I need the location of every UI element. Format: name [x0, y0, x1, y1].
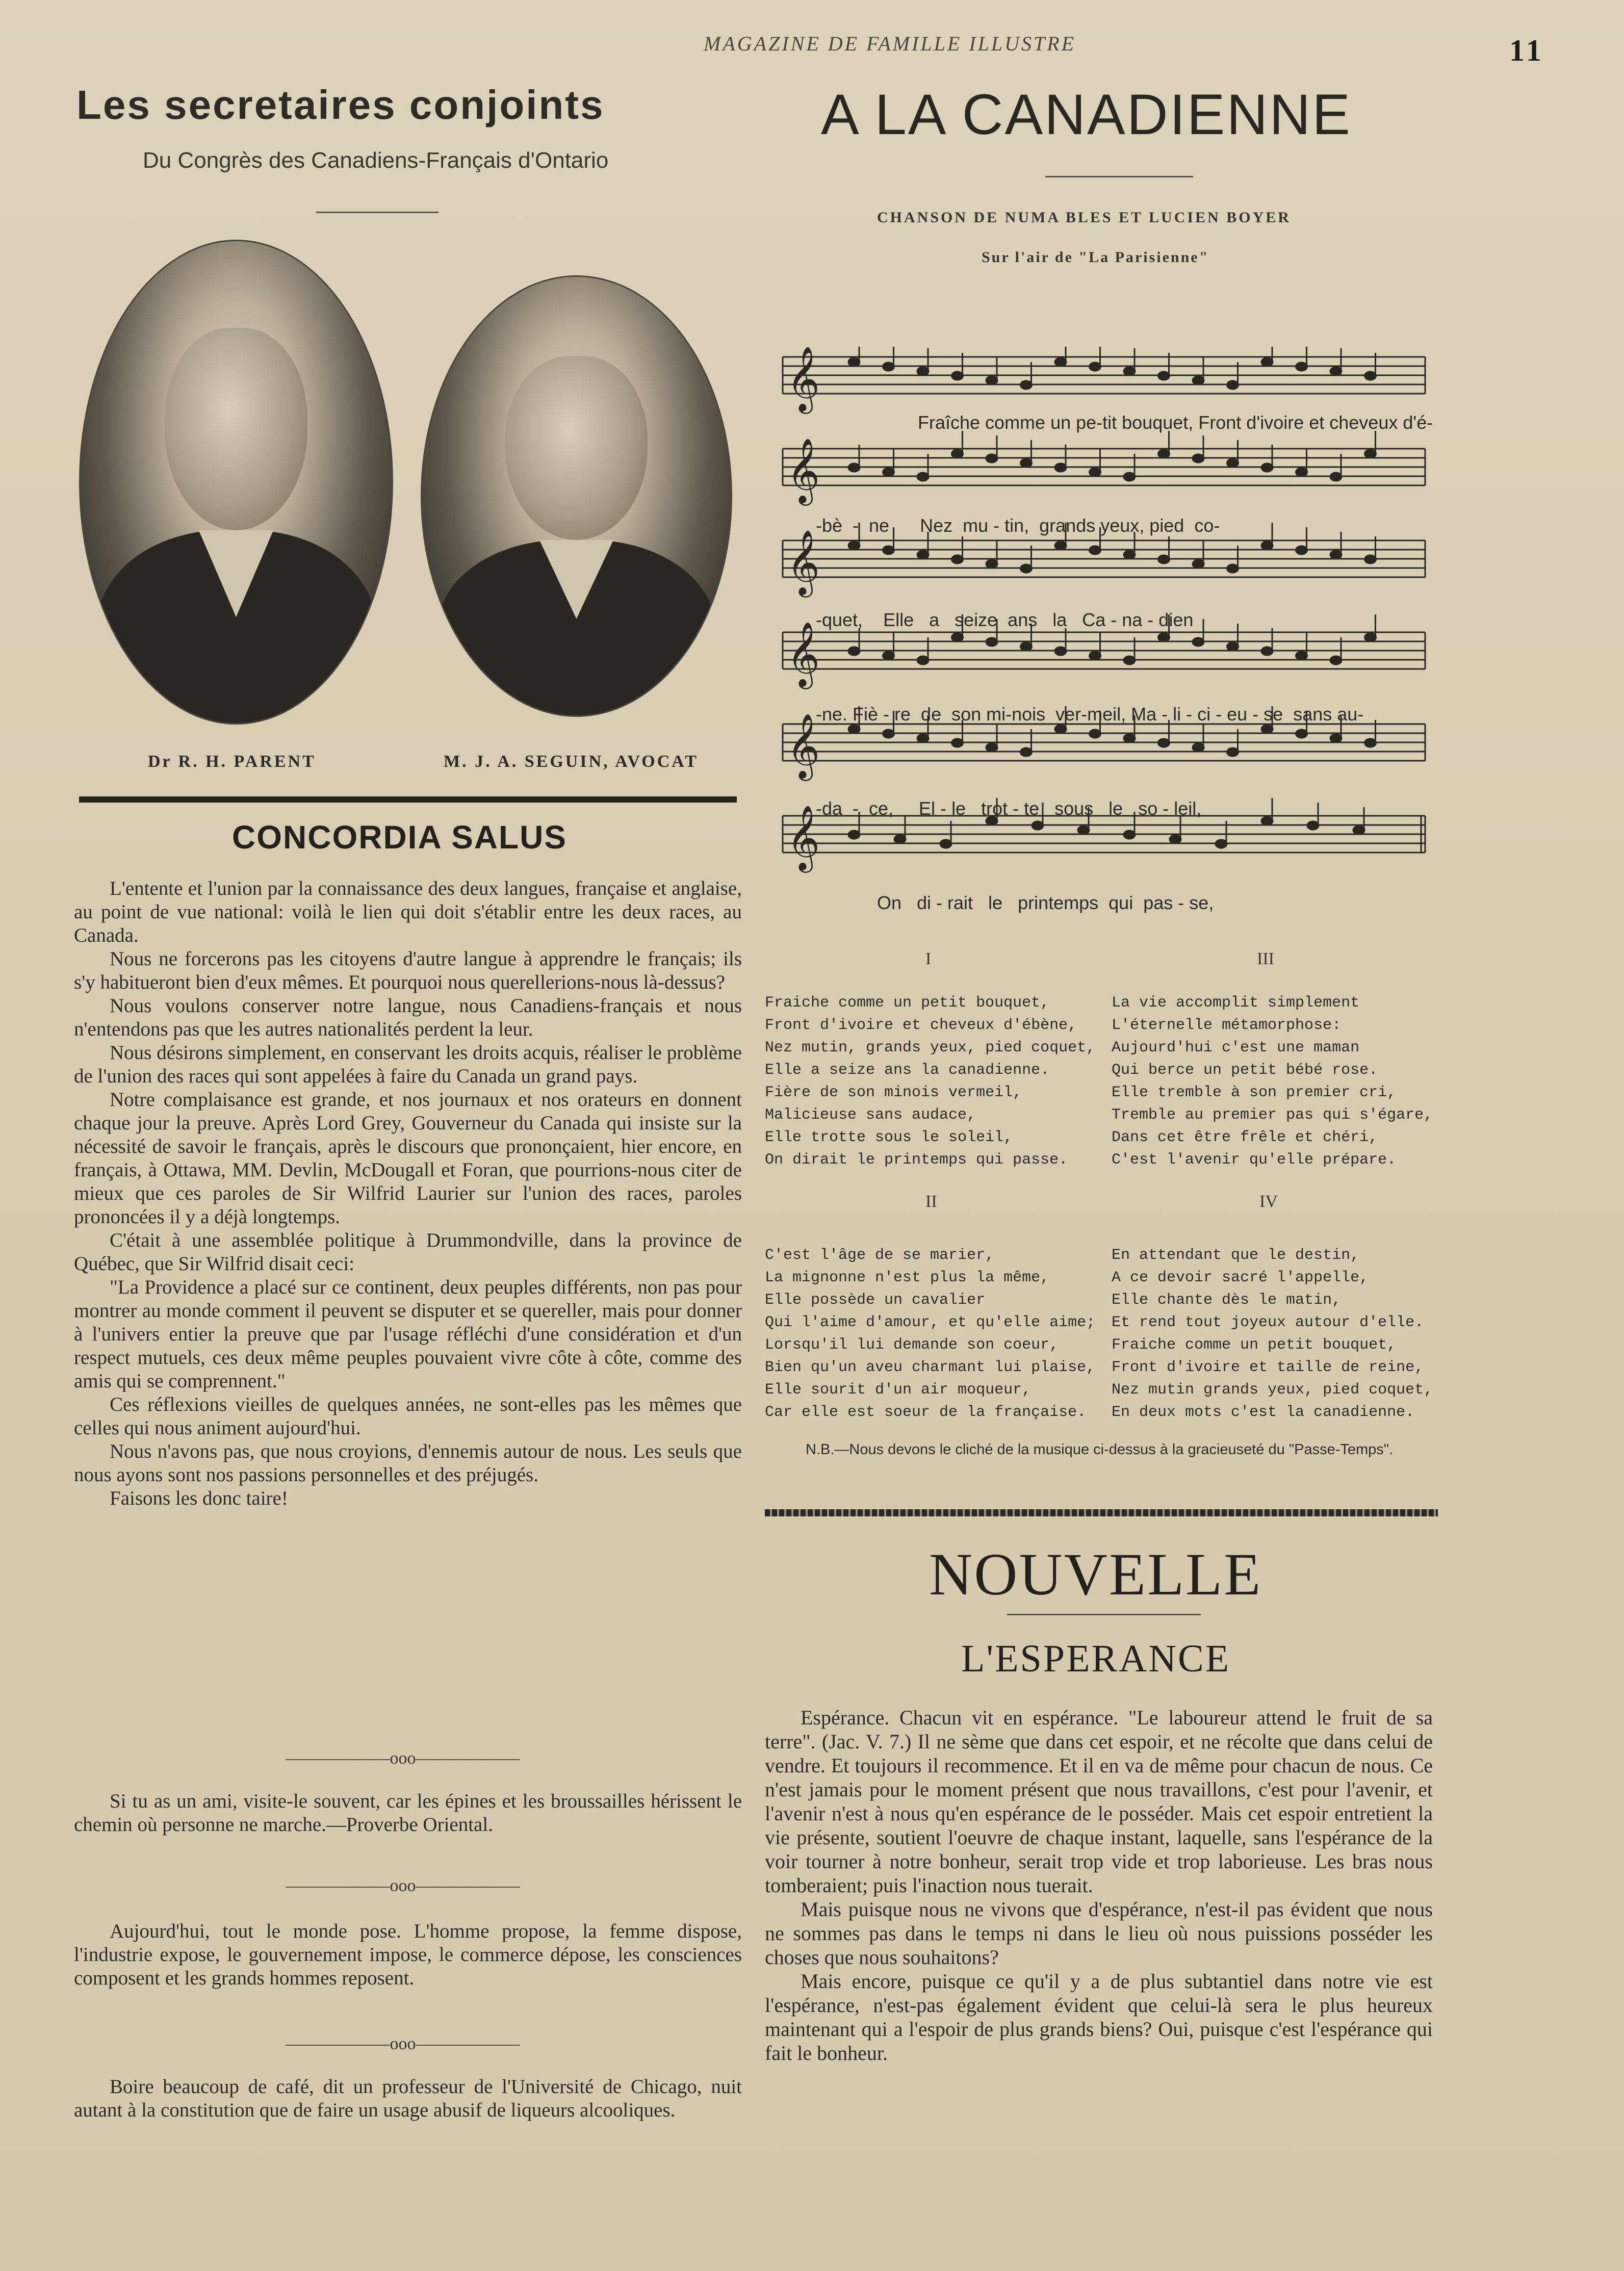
verse-2: C'est l'âge de se marier, La mignonne n'est plus la même, Elle possède un cavalier Qui l'aime d'amour, et qu'elle aime; Lorsqu'il lui demande son coeur, Bien qu'un aveu charmant lui plaise, Elle sourit d'un air moqueur, Car elle est soeur de la française. — [765, 1247, 1096, 1421]
wavy-divider — [765, 1509, 1438, 1516]
lyric-line-3: -quet, Elle a seize ans la Ca - na - dien — [816, 609, 1194, 630]
music-note — [1193, 376, 1204, 384]
music-note — [1227, 642, 1239, 651]
music-note — [1330, 473, 1342, 481]
paragraph: Nous désirons simplement, en conservant les droits acquis, réaliser le problème de l'union des races qui sont appelées à faire du Canada un grand pays. — [74, 1042, 742, 1087]
verse-numeral-3: III — [1257, 949, 1274, 968]
music-note — [883, 468, 894, 476]
paragraph: Notre complaisance est grande, et nos journaux et nos orateurs en donnent chaque jour la preuve. Après Lord Grey, Gouverneur du Canada qui insiste sur la nécessité de savoir le français, après le discours que prononçaient, hier encore, en français, à Ottawa, MM. Devlin, McDougall et Foran, que pourrions-nous citer de mieux que ces paroles de Sir Wilfrid Laurier sur l'union des races, paroles prononcées il y a déjà longtemps. — [74, 1089, 742, 1228]
music-note — [917, 656, 929, 664]
verse-4: En attendant que le destin, A ce devoir sacré l'appelle, Elle chante dès le matin, Et rend tout joyeux autour d'elle. Fraiche comme un petit bouquet, Front d'ivoire et taille de reine, Nez mutin grands yeux, pied coquet, En deux mots c'est la canadienne. — [1112, 1247, 1433, 1421]
lyric-line-4: -ne. Fiè - re de son mi-nois ver-meil, Ma - li - ci - eu - se sans au- — [816, 704, 1364, 725]
music-note — [1193, 638, 1204, 646]
proverbe-block — [74, 1790, 742, 1837]
paragraph: Aujourd'hui, tout le monde pose. L'homme propose, la femme dispose, l'industrie expose, le gouvernement impose, le commerce dépose, les consciences composent et les grands hommes reposent. — [74, 1920, 742, 1989]
music-note — [1353, 826, 1364, 834]
music-note — [1055, 647, 1066, 655]
music-note — [848, 647, 860, 655]
magazine-header: MAGAZINE DE FAMILLE ILLUSTRE — [704, 32, 1076, 55]
verse-1: Fraiche comme un petit bouquet, Front d'ivoire et cheveux d'ébène, Nez mutin, grands yeux, pied coquet, Elle a seize ans la canadienne. Fière de son minois vermeil, Malicieuse sans audace, Elle trotte sous le soleil, On dirait le printemps qui passe. — [765, 994, 1096, 1169]
portrait-face — [505, 356, 647, 540]
music-note — [1158, 633, 1170, 641]
music-note — [1021, 459, 1032, 467]
music-note — [1261, 358, 1273, 366]
paragraph: L'entente et l'union par la connaissance des deux langues, française et anglaise, au point de vue national: voilà le lien qui doit s'établir entre les deux races, au Canada. — [74, 878, 742, 946]
svg-text:𝄞: 𝄞 — [787, 529, 820, 595]
music-note — [1307, 821, 1319, 830]
portrait-face — [165, 328, 308, 530]
paragraph: Espérance. Chacun vit en espérance. "Le laboureur attend le fruit de sa terre". (Jac. V. 7.) Il ne sème que dans cet espoir, et ne récolte que dans celui de vendre. Et toujours il recommence. Et il en va de même pour chacun de nous. Ce n'est jamais pour le moment présent que nous travaillons, c'est pour l'avenir, et l'avenir n'est à nous qu'en espérance de le posséder. Mais cet espoir entretient la vie présente, soutient l'oeuvre de chaque instant, laquelle, sans l'espérance de la voir tourner à notre bonheur, serait trop vide et trop laborieuse. Les bras nous tomberaient; puis l'inaction nous tuerait. — [765, 1706, 1433, 1897]
separator-ooo: ——————ooo—————— — [286, 2034, 520, 2053]
music-note — [1227, 381, 1239, 389]
music-note — [1365, 739, 1376, 747]
music-note — [883, 730, 894, 738]
lyric-line-1: Fraîche comme un pe-tit bouquet, Front d'ivoire et cheveux d'é- — [918, 412, 1433, 433]
music-note — [883, 546, 894, 554]
verse-numeral-4: IV — [1259, 1192, 1278, 1211]
verse-numeral-2: II — [925, 1192, 937, 1211]
verse-3: La vie accomplit simplement L'éternelle métamorphose: Aujourd'hui c'est une maman Qui berce un petit bébé rose. Elle tremble à son premier cri, Tremble au premier pas qui s'égare, Dans cet être frêle et chéri, C'est l'avenir qu'elle prépare. — [1112, 994, 1433, 1169]
music-note — [1365, 633, 1376, 641]
section-divider — [79, 796, 737, 803]
music-note — [1296, 546, 1307, 554]
music-note — [1158, 739, 1170, 747]
svg-text:𝄞: 𝄞 — [787, 621, 820, 686]
page-number: 11 — [1509, 34, 1544, 67]
staff-4 — [783, 632, 1425, 669]
clefs — [787, 347, 820, 873]
music-note — [883, 363, 894, 371]
music-note — [1090, 546, 1101, 554]
music-note — [1261, 463, 1273, 472]
music-note — [1090, 363, 1101, 371]
music-note — [1261, 725, 1273, 733]
canadienne-title: A LA CANADIENNE — [821, 83, 1352, 146]
verse-numeral-1: I — [925, 949, 932, 968]
music-note — [1261, 817, 1273, 825]
music-note — [1124, 656, 1135, 664]
svg-text:𝄞: 𝄞 — [787, 713, 820, 778]
paragraph: Nous n'avons pas, que nous croyions, d'ennemis autour de nous. Les seuls que nous ayons sont nos passions personnelles et des préjugés. — [74, 1440, 742, 1486]
music-note — [1055, 725, 1066, 733]
music-note — [1055, 463, 1066, 472]
music-note — [1227, 748, 1239, 756]
music-note — [986, 638, 997, 646]
music-note — [848, 831, 860, 839]
separator-ooo: ——————ooo—————— — [286, 1876, 520, 1895]
nb-note: N.B.—Nous devons le cliché de la musique ci-dessus à la gracieuseté du "Passe-Temps". — [806, 1441, 1394, 1458]
music-note — [1021, 564, 1032, 573]
music-note — [1090, 730, 1101, 738]
svg-text:𝄞: 𝄞 — [787, 347, 820, 411]
music-note — [1124, 831, 1135, 839]
short-rule — [1045, 176, 1193, 177]
staff-3 — [783, 540, 1425, 577]
nouvelle-title: NOUVELLE — [929, 1541, 1262, 1608]
chanson-credit: CHANSON DE NUMA BLES ET LUCIEN BOYER — [877, 209, 1291, 226]
music-note — [952, 633, 963, 641]
paragraph: Nous ne forcerons pas les citoyens d'autre langue à apprendre le français; ils s'y habitueront bien d'eux mêmes. Et pourquoi nous querellerions-nous là-dessus? — [74, 948, 742, 993]
music-note — [1055, 541, 1066, 550]
music-note — [883, 652, 894, 660]
music-note — [1330, 367, 1342, 375]
music-note — [1261, 541, 1273, 550]
music-note — [1261, 647, 1273, 655]
music-note — [952, 450, 963, 458]
staff-6 — [783, 816, 1425, 853]
svg-text:𝄞: 𝄞 — [787, 805, 820, 870]
music-note — [1330, 551, 1342, 559]
short-rule — [1007, 1614, 1201, 1615]
music-note — [1193, 743, 1204, 752]
music-note — [917, 473, 929, 481]
music-note — [1296, 730, 1307, 738]
music-note — [1090, 652, 1101, 660]
lyric-line-2: -bè - ne Nez mu - tin, grands yeux, pied co- — [816, 515, 1220, 536]
music-note — [986, 454, 997, 462]
air-credit: Sur l'air de "La Parisienne" — [982, 249, 1209, 266]
music-note — [917, 367, 929, 375]
music-note — [1158, 372, 1170, 380]
music-note — [1124, 551, 1135, 559]
music-note — [952, 555, 963, 563]
music-note — [986, 376, 997, 384]
music-note — [917, 734, 929, 742]
paragraph: Faisons les donc taire! — [110, 1487, 288, 1509]
paragraph: Nous voulons conserver notre langue, nous Canadiens-français et nous n'entendons pas que les autres nationalités perdent la leur. — [74, 995, 742, 1040]
caption-seguin: M. J. A. SEGUIN, AVOCAT — [444, 752, 699, 771]
music-note — [1158, 450, 1170, 458]
paragraph: Boire beaucoup de café, dit un professeur de l'Université de Chicago, nuit autant à la constitution que de faire un usage abusif de liqueurs alcooliques. — [74, 2076, 742, 2121]
music-note — [1124, 734, 1135, 742]
music-note — [1365, 555, 1376, 563]
paragraph: Ces réflexions vieilles de quelques années, ne sont-elles pas les mêmes que celles qui nous animent aujourd'hui. — [74, 1393, 742, 1439]
concordia-article — [74, 877, 742, 1510]
paragraph: "La Providence a placé sur ce continent, deux peuples différents, non pas pour montrer au monde comment il peuvent se disputer et se quereller, mais pour donner à l'univers entier la preuve que par l'usage réfléchi d'une considération et d'un respect mutuels, ces deux même peuples pouvaient vivre côte à côte, comme des amis qui se comprennent." — [74, 1276, 742, 1392]
music-note — [1158, 555, 1170, 563]
paragraph: Mais puisque nous ne vivons que d'espérance, n'est-il pas évident que nous ne sommes pas dans le temps ni dans le lieu où nous puissions posséder les choses que nous souhaitons? — [765, 1898, 1433, 1969]
secretaires-subtitle: Du Congrès des Canadiens-Français d'Ontario — [143, 148, 609, 173]
music-note — [986, 560, 997, 568]
music-note — [1193, 560, 1204, 568]
lyric-line-6: On di - rait le printemps qui pas - se, — [877, 892, 1214, 913]
music-note — [1330, 734, 1342, 742]
music-note — [1032, 821, 1043, 830]
music-note — [1170, 835, 1181, 843]
cafe-block — [74, 2075, 742, 2122]
separator-text: ooo — [390, 1876, 416, 1895]
music-note — [917, 551, 929, 559]
music-note — [848, 358, 860, 366]
lyric-line-5: -da - ce, El - le trot - te sous le so - leil, — [816, 798, 1202, 819]
esperance-title: L'ESPERANCE — [961, 1637, 1231, 1680]
music-note — [1296, 363, 1307, 371]
portrait-seguin — [421, 275, 732, 717]
music-note — [848, 463, 860, 472]
svg-text:𝄞: 𝄞 — [787, 437, 820, 503]
music-note — [894, 835, 906, 843]
music-note — [1296, 652, 1307, 660]
pose-block — [74, 1920, 742, 1990]
music-note — [1227, 564, 1239, 573]
paragraph: Mais encore, puisque ce qu'il y a de plus subtantiel dans notre vie est l'espérance, n'est-pas également évident que celui-là sera le plus heureux maintenant qui a l'espoir de plus grands biens? Oui, puisque c'est l'espérance qui fait le bonheur. — [765, 1970, 1433, 2064]
separator-text: ooo — [390, 2034, 416, 2053]
music-note — [1193, 454, 1204, 462]
secretaires-title: Les secretaires conjoints — [76, 82, 605, 127]
staff-5 — [783, 724, 1425, 761]
music-note — [952, 739, 963, 747]
esperance-article — [765, 1706, 1433, 2065]
music-note — [940, 840, 951, 848]
music-note — [1078, 826, 1089, 834]
separator-text: ooo — [390, 1749, 416, 1768]
music-note — [1021, 381, 1032, 389]
music-note — [1296, 468, 1307, 476]
paragraph: C'était à une assemblée politique à Drummondville, dans la province de Québec, que Sir Wilfrid disait ceci: — [74, 1229, 742, 1275]
music-score — [778, 347, 1435, 928]
short-rule — [316, 212, 439, 213]
music-note — [1124, 367, 1135, 375]
music-note — [1021, 642, 1032, 651]
music-note — [1227, 459, 1239, 467]
music-note — [952, 372, 963, 380]
music-note — [1365, 450, 1376, 458]
music-note — [1021, 748, 1032, 756]
staff-2 — [783, 449, 1425, 485]
music-note — [1055, 358, 1066, 366]
caption-parent: Dr R. H. PARENT — [148, 752, 316, 771]
music-note — [848, 541, 860, 550]
music-note — [1216, 840, 1227, 848]
music-note — [848, 725, 860, 733]
music-note — [1330, 656, 1342, 664]
concordia-title: CONCORDIA SALUS — [232, 819, 567, 856]
music-note — [986, 743, 997, 752]
music-note — [1365, 372, 1376, 380]
separator-ooo: ——————ooo—————— — [286, 1749, 520, 1768]
staff-1 — [783, 357, 1425, 394]
music-note — [1124, 473, 1135, 481]
paragraph: Si tu as un ami, visite-le souvent, car les épines et les broussailles hérissent le chemin où personne ne marche.—Proverbe Oriental. — [74, 1790, 742, 1836]
music-note — [1090, 468, 1101, 476]
portrait-parent — [79, 240, 393, 725]
